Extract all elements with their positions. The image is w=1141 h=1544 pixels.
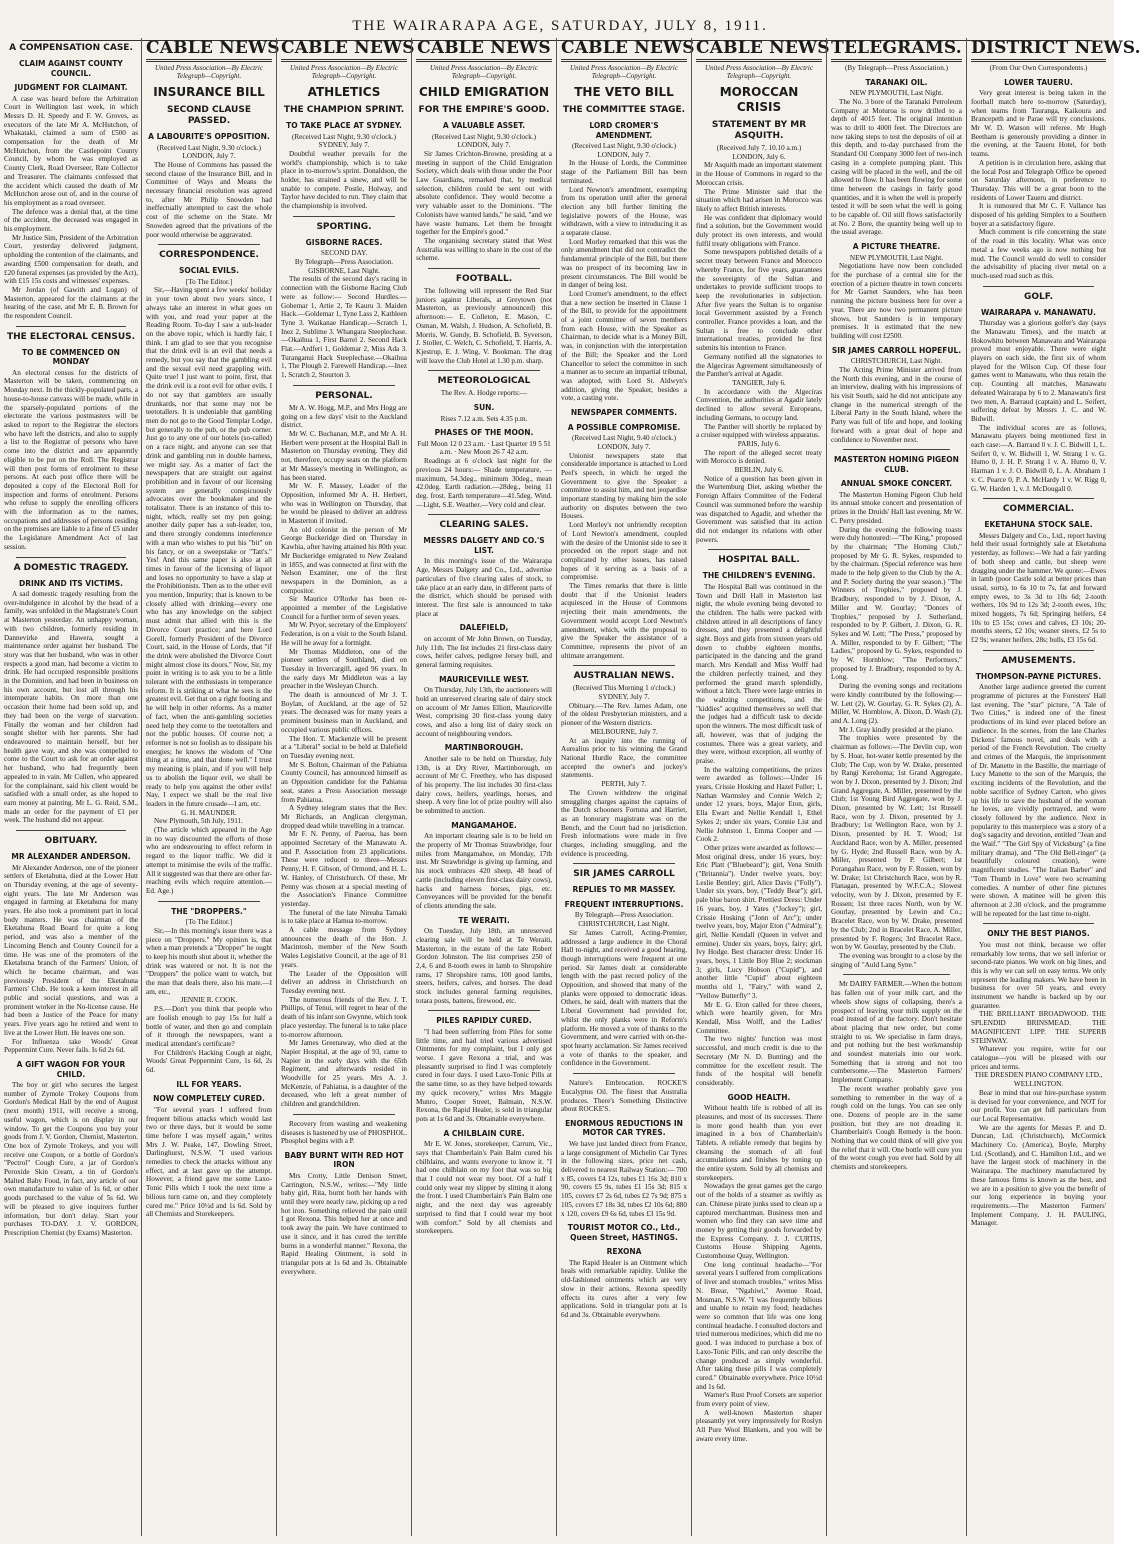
paragraph: A petition is in circulation here, asking that the local Post and Telegraph Office be opened on Saturday afternoon, in preference to Thursday. This will be a great boon to the residents of Lower Taueru and district. (971, 158, 1106, 202)
paragraph: on account of Mr John Brown, on Tuesday, July 11th. The list includes 21 first-class dairy cows, heifer calves, pedigree Jersey bull, and general farming requisites. (416, 634, 552, 669)
subheading: PHASES OF THE MOON. (434, 428, 534, 438)
paragraph: "For several years I suffered from frequent bilious attacks which would last two or three days, but it would be some time before I was myself again," writes Mrs J. W. Peake, 147, Dowling Street, Darlinghurst, N.S.W. "I used various remedies to check the attacks without any effect, and at last gave up the attempt. However, a friend gave me some Laxo-Tonic Pills which I took the next time a bilious turn came on, and they completely cured me." Price 10½d and 1s 6d. Sold by all Chemists and Storekeepers. (146, 1105, 272, 1219)
dateline: (Received July 7, 10.10 a.m.) (716, 144, 802, 152)
dateline: The Rev. A. Hodge reports:— (440, 389, 528, 398)
headline: GOLF. (1023, 291, 1054, 302)
subheading: THE "DROPPERS." (171, 906, 247, 916)
banner-rule (696, 59, 822, 62)
dateline: Full Moon 12 0 23 a.m. · Last Quarter 19 5 51 a.m. · New Moon 26 7 42 a.m. (417, 439, 551, 457)
paragraph: The funeral of the late Nireaha Tamaki is to take place at Hamua to-morrow. (281, 908, 407, 926)
dateline: [To The Editor.] (185, 918, 233, 927)
credit-line: United Press Association—By Electric Telegraph—Copyright. (155, 64, 263, 80)
dateline: G. H. MAUNDER. (181, 808, 237, 817)
paragraph: Mr Jordan (of Gawith and Logan) of Masterton, appeared for the claimants at the hearing of the case, and Mr E. B. Brown for the respondent Council. (4, 285, 138, 321)
dateline: (Received Last Night, 9.30 o'clock.) (571, 142, 677, 150)
dateline: PARIS, July 6. (737, 439, 781, 448)
paragraph: P.S.—Don't you think that people who are foolish enough to pay 15s for half a bottle of water, and then go and complain of it through the newspapers, want a medical attendant's certificate? (146, 1005, 272, 1048)
paragraph: During the evening the following toasts were duly honoured:—"The King," proposed by the chairman; "The Homing Club," proposed by Mr G. R. Sykes, responded to by the chairman. (Special reference was here made to the help given to the Club by the A. and P. Society during the year season.) "The Winners of Trophies," proposed by J. Bradbury, responded to by J. Dixon, A. Miller and W. Gourlay; "Donors of Trophies," proposed by J. Sutherland, responded to by P. Gilbert, J. Dixon, G. R. Sykes and W. Lett; "The Press," proposed by A. Miller, responded to by F. Gilbert; "The Ladies," proposed by G. Sykes, responded to by W. Hornblow; "The Performers," proposed by J. Bradbury, responded to by A. Long. (831, 525, 962, 682)
paragraph: The numerous friends of the Rev. J. T. Phillips, of Tenui, will regret to hear of the death of his infant son Gwynne, which took place yesterday. The funeral is to take place to-morrow afternoon. (281, 995, 407, 1039)
headline: THE CHAMPION SPRINT. (283, 105, 405, 115)
subheading: LORD CROMER'S AMENDMENT. (589, 121, 659, 140)
headline: THE ELECTORAL CENSUS. (6, 331, 136, 342)
column-3 (281, 38, 415, 1536)
paragraph: A well-known Masterton shaper pleasantly yet very impressively for Roslyn All Pure Wool Blankets, and you will be aware every time. (696, 1408, 822, 1443)
subheading: BABY BURNT WITH RED HOT IRON (284, 1150, 404, 1170)
paragraph: Mr DAIRY FARMER.—When the bottom has fallen out of your milk cart, and the wheels show signs of collapsing, there's a prospect of leaving your milk supply on the road instead of at the factory. Don't hesitate about placing that new order, but come straight to us. We specialise in farm drays, and put nothing but the best workmanship and soundest materials into our work. Something that is strong and not too cumbersome.—The Masterton Farmers' Implement Company. (831, 980, 962, 1085)
paragraph: Mr S. Bolton, Chairman of the Pahiatua County Council, has announced himself as an Opposition candidate for the Pahiatua seat, states a Press Association message from Pahiatua. (281, 760, 407, 804)
paragraph: New Plymouth, 5th July, 1911. (154, 817, 243, 826)
column-divider (141, 38, 142, 1536)
dateline: SYDNEY, July 7. (318, 141, 370, 150)
subheading: LOWER TAUERU. (1004, 77, 1073, 87)
dateline: PERTH, July 7. (601, 780, 647, 789)
paragraph: The Rapid Healer is an Ointment which heals with remarkable rapidity. Unlike the old-fashioned ointments which are very slow in their actions, Rexona speedily effects its cures after a very few applications. Sold in triangular pots at 1s 6d and 3s. Obtainable everywhere. (561, 1258, 687, 1319)
paragraph: Negotiations have now been concluded for the purchase of a central site for the erection of a picture theatre in town concerts for Mr Garnet Saunders, who has been running the picture business here for over a year. There are now two permanent picture shows, but Saunders is in temporary premises. It is estimated that the new building will cost £2500. (831, 262, 962, 340)
credit-line: United Press Association—By Electric Telegraph—Copyright. (290, 64, 398, 80)
paragraph: Messrs Dalgety and Co., Ltd., report having held their usual fortnightly sale at Eketahuna yesterday, as follows:—We had a fair yarding of both sheep and cattle, but sheep were dragging under the hammer. We quote:—Ewes in lamb (poor Castle sold at better prices than usual, sorts), to 6s 10 to 7s, fat and forward empty ewes, to 3s 3d to 10s 6d; 2-tooth wethers, 10s 9d to 12s 3d; 2-tooth ewes, 10s; mixed hoggets, 7s 6d; Springing heifers, £4 10s to £5 15s; cows and calves, £3 10s; 20-months steers, £2 10s; weaner steers, £2 5s to £2 9s; weaner heifers, 28s; bulls, £3 15s 6d. (971, 531, 1106, 645)
headline: MOROCCAN CRISIS (719, 85, 799, 114)
paragraph: For Influenza take Woods' Great Peppermint Cure. Never fails. Is 6d 2s 6d. (4, 1037, 138, 1055)
paragraph: Warner's Rust Proof Corsets are superior from every point of view. (696, 1391, 822, 1409)
paragraph: The Prime Minister said that the situation which had arisen in Morocco was likely to affect British interests. (696, 187, 822, 213)
dateline: TANGIER, July 6. (732, 378, 786, 387)
dateline: (Received Last Night, 9.40 o'clock.) (571, 434, 677, 443)
subheading: TO BE COMMENCED ON MONDAY (22, 347, 120, 367)
subheading: A POSSIBLE COMPROMISE. (567, 422, 681, 432)
headline: HOSPITAL BALL. (718, 555, 800, 566)
headline: AMUSEMENTS. (1001, 655, 1076, 666)
section-rule (158, 244, 260, 245)
section-rule (983, 498, 1094, 499)
paragraph: Mr E. W. Jones, storekeeper, Carrum, Vic., says that Chamberlain's Pain Balm cured his chilblains, and wants everyone to know it. "I had one chilblain on my foot that was so big that I could not wear my boot. Of a half I could only wear my slipper by slitting it along the front. I used Chamberlain's Pain Balm one night, and the next day was agreeably surprised to find that I could wear my boot with comfort." Sold by all chemists and storekeepers. (416, 1140, 552, 1236)
section-rule (16, 326, 126, 327)
subheading: SOCIAL EVILS. (178, 266, 239, 276)
section-rule (428, 370, 540, 371)
paragraph: Lord Morley's not unfriendly reception of Lord Newton's amendment, coupled with the desire of the Unionist side to see it proceeded on the report stage and not complicated by other issues, has raised hopes of it serving as a basis of a compromise. (561, 521, 687, 582)
subheading: ILL FOR YEARS. (176, 1079, 242, 1089)
column-divider (556, 38, 557, 1536)
subheading: ONLY THE BEST PIANOS. (987, 929, 1090, 939)
banner-rule (146, 59, 272, 62)
paragraph: He was confident that diplomacy would find a solution, but the Government would duly protect its own interests, and would fulfil treaty obligations with France. (696, 213, 822, 248)
dateline: SYDNEY, July 7. (598, 693, 650, 702)
paragraph: Sir Maurice O'Rorke has been re-appointed a member of the Legislative Council for a further term of seven years. (281, 595, 407, 621)
column-5 (561, 38, 695, 1536)
column-divider (691, 38, 692, 1536)
subheading: DRINK AND ITS VICTIMS. (18, 578, 124, 588)
section-rule (573, 665, 675, 666)
subheading: TO TAKE PLACE AT SYDNEY. (286, 121, 402, 130)
headline: CORRESPONDENCE. (159, 250, 259, 261)
paragraph: During the evening songs and recitations were kindly contributed by the following:—W. Lett (2), W. Gourlay, G. R. Sykes (2), A. Miller, W. Hornblow, A. Dixon, D. Wash (2), and A. Long (2). (831, 682, 962, 725)
paragraph: Bear in mind that our hire-purchase system is devised for your convenience, and NOT for our profit. You can get full particulars from our Local Representative. (971, 1088, 1106, 1123)
paragraph: A cable message from Sydney announces the death of the Hon. J. Macintosh, member of the New South Wales Legislative Council, at the age of 81 years. (281, 926, 407, 969)
section-rule (293, 1114, 395, 1115)
paragraph: Another sale to be held on Thursday, July 13th, is at Dry River, Martinborough, on account of Mr C. Freethey, who has disposed of his property. The list includes 30 first-class dairy cows, heifers, yearlings, horses, and sheep. A very fine lot of prize poultry will also be submitted to auction. (416, 754, 552, 816)
paragraph: Recovery from wasting and weakening diseases is hastened by use of PHOSPHOL. Phosphol begins with a P. (281, 1119, 407, 1146)
paragraph: The trophies were presented by the chairman as follows:—The Devlin cup, won by S. Hoar, hot-water kettle presented by the Club; The Cup, won by W. Drake, presented by Rangi Kerehoma; 1st Grand Aggregate, won by J. Dixon, presented by J. Dixon; 2nd Grand Aggregate, A. Miller, presented by the Club; 1st Young Bird Aggregate, won by J. Dixon, presented by W. Lett; 1st Russell Race, won by J. Dixon, presented by J. Bradbury; 1st Wellington Race, won by J. Dixon, presented by H. T. Wood; 1st Auckland Race, won by A. Miller, presented by G. Hyde; 2nd Russell Race, won by A. Miller, presented by P. Gilbert; 1st Porangahau Race, won by F. Rossen, won by W. Drake; 1st Christchurch Race, won by R. Flanagan, presented by W.F.C.A.; Slowest velocity, won by J. Dixon, presented by F. Rossen; 1st three races North, won by W. Gourlay, presented by Lewin and Co.; Bracelet Race, won by W. Drake, presented by the Club; 2nd in Bracelet Race, A. Miller, presented by F. Rogers; 3rd Bracelet Race, won by W. Gourlay, presented by the Club. (831, 734, 962, 952)
dateline: LONDON, July 6. (732, 152, 786, 161)
section-rule (983, 286, 1094, 287)
headline: FOR THE EMPIRE'S GOOD. (418, 105, 550, 115)
headline: INSURANCE BILL (153, 85, 265, 99)
dateline: (Received Last Night, 9.30 o'clock.) (291, 132, 397, 141)
headline: SPORTING. (316, 221, 372, 232)
paragraph: Mr A. W. Hogg, M.P., and Mrs Hogg are going on a few days' visit to the Auckland district. (281, 403, 407, 430)
section-rule (16, 557, 126, 558)
dateline: (Received Last Night, 9.30 o'clock.) (156, 143, 262, 152)
paragraph: Mr James Greenaway, who died at the Napier Hospital, at the age of 93, came to Napier in the early days with the 65th Regiment, and afterwards resided in Woodville for 25 years. Mrs A. J. McKenzie, of Pahiatua, is a daughter of the deceased, who left a great number of children and grandchildren. (281, 1039, 407, 1109)
dateline: JENNIE R. COOK. (180, 996, 238, 1005)
subheading: THOMPSON-PAYNE PICTURES. (975, 671, 1102, 681)
subheading: NOW COMPLETELY CURED. (153, 1094, 265, 1104)
paragraph: The organising secretary stated that West Australia was willing to share in the cost of the scheme. (416, 236, 552, 263)
paragraph: Another large audience greeted the current programme of pictures at the Foresters' Hall last evening. The "star" picture, "A Tale of Two Cities," is indeed one of the finest productions of its kind ever placed before an audience. In the scenes, from the late Charles Dickens' famous novel, and deals with a period of the French Revolution. The cruelty and crimes of the Marquis, the imprisonment of Dr. Manette in the Bastille, the marriage of Lucy Manette to the son of the Marquis, the exciting incidents of the Revolution, and the noble sacrifice of Sydney Carton, who gives up his life to save the husband of the woman he loves, are vividly portrayed, and were closely followed by the audience. Next in popularity to this masterpiece was a story of a dog's sagacity and devotion, entitled "Jean and the Waif." "The Girl Spy of Vicksburg" (a fine military drama), and "The Old Bell-ringer" (a beautifully coloured creation), were magnificent studies. "The Italian Barber" and "Tom Thumb in Love" were two screaming comedies. A number of other fine pictures were shown. A matinee will be given this afternoon at 2.30 o'clock, and the programme will be repeated for the last time to-night. (971, 683, 1106, 918)
headline: ATHLETICS (307, 85, 381, 99)
headline: METEOROLOGICAL (437, 376, 531, 387)
subheading: A GIFT WAGON FOR YOUR CHILD. (16, 1060, 126, 1079)
banner-rule (281, 59, 407, 62)
section-rule (158, 901, 260, 902)
dateline: (From Our Own Correspondents.) (989, 64, 1088, 72)
paragraph: The House of Commons has passed the second clause of the Insurance Bill, and in Committee of Ways and Means the necessary financial resolution was agreed to, after Mr Philip Snowden had ineffectually attempted to cast the whole cost of the scheme on the State. Mr Snowden agreed that the privations of the poor would otherwise be aggravated. (146, 160, 272, 239)
paragraph: Lord Morley remarked that this was the only amendment that did not contradict the fundamental principle of the Bill, but there was no prospect of its becoming law in present circumstances. The Bill would be in danger of being lost. (561, 237, 687, 290)
subheading: ENORMOUS REDUCTIONS IN MOTOR CAR TYRES. (565, 1118, 683, 1138)
paragraph: Readings at 6 o'clock last night for the previous 24 hours:— Shade temperature, — maximum, 54.3deg., minimum 30deg., mean 42.0deg. Earth radiation.—28deg., being 11 deg. frost. Earth temperature—41.5deg. Wind.—Light, S.E. Weather.—Very cold and clear. (416, 457, 552, 509)
headline: CHILD EMIGRATION (418, 85, 550, 99)
banner-rule (831, 59, 962, 62)
paragraph: At an inquiry into the running of Aurealius prior to his winning the Grand National Hurdle Race, the committee accepted the owner's and jockey's statements. (561, 736, 687, 780)
paragraph: Obituary.—The Rev. James Adam, one of the oldest Presbyterian ministers, and a pioneer of the Western districts. (561, 701, 687, 728)
credit-line: United Press Association—By Electric Telegraph—Copyright. (705, 64, 813, 80)
subheading: TE WERAITI. (458, 915, 510, 925)
headline: A DOMESTIC TRAGEDY. (13, 562, 129, 573)
section-rule (293, 216, 395, 217)
section-rule (843, 974, 950, 975)
paragraph: The Hon. T. Mackenzie will be present at a "Liberal" social to be held at Dalefield on Tuesday evening next. (281, 734, 407, 760)
dateline: CHRISTCHURCH, Last Night. (578, 920, 670, 929)
dateline: THE DRESDEN PIANO COMPANY LTD., WELLINGTON. (974, 1071, 1103, 1089)
subheading: MAURICEVILLE WEST. (439, 674, 529, 684)
paragraph: The following will represent the Red Star juniors against Liberals, at Greytown (not Masterton, as previously announced) this afternoon:— E. Colleton, E. Mason, C. Osman, M. Walsh, J. Hudson, A. Schofield, B. Morris, W. Gundy, B. Schofield, B. Syverson, J. Stoller, C. Welch, C. Schofield, T. Harris, A. Kjestrup, E. J. Wing, V. Bookman. The drag will leave the Club Hotel at 1.30 p.m. sharp. (416, 287, 552, 365)
paragraph: THE BRILLIANT BROADWOOD. THE SPLENDID BRINSMEAD. THE MAGNIFICENT LIPP. THE SUPERB STEINWAY. (971, 1010, 1106, 1045)
paragraph: A sad domestic tragedy resulting from the over-indulgence in alcohol by the head of a family, was unfolded in the Magistrate's Court at Masterton yesterday. An unhappy woman, with two children, formerly residing in Dannevirke and Hawera, sought a maintenance order against her husband. The story was that her husband, who was in other respects a good man, had become a victim to drink. He had occupied responsible positions in the Dominion, and had been in business on his own account, but lost all through his intemperate habits. On more than one occasion their home had been sold up, and they had been on the verge of starvation. Finally the woman and her children had sought shelter with her parents. She had endeavoured to maintain herself, but her health gave way, and she was compelled to come to the Court to ask for an order against her husband, who had frequently been appealed to in vain. Mr Cullen, who appeared for the complainant, said his client would be satisfied with a small order, as she hoped to earn money at painting. Mr L. G. Reid, S.M., made an order for the payment of £1 per week. The husband did not appear. (4, 590, 138, 825)
section-rule (843, 449, 950, 450)
dateline: LONDON, July 7. (597, 442, 651, 451)
dateline: LONDON, July 7. (597, 150, 651, 159)
paragraph: We have just landed direct from France, a large consignment of Michelin Car Tyres in the following sizes, price net cash, delivered to nearest Railway Station:— 700 x 85, covers £4 12s, tubes £1 16s 3d; 810 x 90, covers £5 9s, tubes £1 15s 3d; 815 x 105, covers £7 2s 6d, tubes £2 7s 9d; 875 x 105, covers £7 18s 3d, tubes £2 10s 6d; 880 x 120, covers £9 6s 6d, tubes £3 15s 9d. (561, 1139, 687, 1218)
subheading: REXONA (606, 1247, 642, 1257)
dateline: By Telegraph—Press Association. (574, 911, 674, 920)
subheading: A PICTURE THEATRE. (852, 242, 941, 252)
paragraph: An electoral census for the districts of Masterton will be taken, commencing on Monday next. In the thickly-populated parts, a house-to-house canvass will be made, while in the sparsely-populated portions of the electorate the various postmasters will be asked to report to the Registrar the electors who have left the districts, and also to supply a list to the Registrar of persons who have come into the district and are apparently eligible to be put on the Roll. The Registrar will then post forms of enrolment to these persons. At each post office there will be deposited a copy of the Electoral Roll for inspection and forms of enrolment. Persons who refuse to supply the enrolling officers with the information as to the names, occupations and addresses of persons residing on the premises are liable to a fine of £5 under the Legislature Amendment Act of last session. (4, 368, 138, 551)
paragraph: Mrs Crotty, Little Denison Street, Carrington, N.S.W., writes:—"My little baby girl, Rita, burnt both her hands with until they were nearly raw, picking up a red hot iron. Something relieved the pain until I got Rexona. This helped her at once and took away the pain. We have continued to use it since, and it has cured the terrible burns in a wonderful manner." Rexona, the Rapid Healing Ointment, is sold in triangular pots at 1s 6d and 3s. Obtainable everywhere. (281, 1171, 407, 1276)
section-rule (708, 549, 810, 550)
paragraph: It is rumoured that Mr C. F. Vallance has disposed of his gelding Simplex to a Southern buyer at a satisfactory figure. (971, 202, 1106, 228)
dateline: GISBORNE, Last Night. (308, 266, 380, 275)
paragraph: The Masterton Homing Pigeon Club held its annual smoke concert and presentation of prizes in the Druids' Hall last evening. Mr W. C. Perry presided. (831, 490, 962, 525)
paragraph: Mr W. C. Buchanan, M.P., and Mr A. H. Herbert were present at the Hospital Ball in Masterton on Thursday evening. They did not, therefore, occupy seats on the platform at Mr Massey's meeting in Wellington, as has been stated. (281, 429, 407, 482)
subheading: ANNUAL SMOKE CONCERT. (840, 479, 953, 489)
paragraph: Much comment is rife concerning the state of the road in this locality. What was once metal a few weeks ago is now nothing but mud. The Council would do well to consider the advisability of placing river metal on a much-used road such as this. (971, 228, 1106, 280)
column-1 (4, 38, 138, 1536)
column-divider (411, 38, 412, 1536)
dateline: (By Telegraph—Press Association.) (845, 64, 948, 72)
paragraph: Sir James Carroll, Acting-Premier, addressed a large audience in the Choral Hall to-night, and received a good hearing, though interruptions were frequent at one period. Sir James dealt at considerable length with the past record policy of the Opposition, and showed that many of the planks were opposed to democratic ideas. Others, he said, dealt with matters that the Liberal Government had provided for, whilst the only planks were in Reform's platform. He moved a vote of thanks to the Government, and were carried with on-the-spot hearty acclamation. Sir James received a vote of thanks to the speaker, and confidence in the Government. (561, 928, 687, 1068)
credit-line: United Press Association—By Electric Telegraph—Copyright. (570, 64, 678, 80)
paragraph: For Children's Hacking Cough at night, Woods' Great Peppermint Cure, 1s 6d, 2s 6d. (146, 1048, 272, 1075)
banner-rule (561, 59, 687, 62)
paragraph: Some newspapers published details of a secret treaty between France and Morocco whereby France, for five years, guarantees the sovereignty of the Sultan and undertakes to provide sufficient troops to keep the revolutionaries in subjection. After five years the Sultan is to organise local Government assisted by a French controller. France provides a loan, and the Sultan is free to conclude other international treaties, provided he first submits his intention to France. (696, 248, 822, 353)
paragraph: The Times remarks that there is little doubt that if the Unionist leaders acquiesced in the House of Commons rejecting their main amendments, the Government would accept Lord Newton's amendment, which, with the proposal to give the Speaker the assistance of a Committee, represents the pivot of an ultimate arrangement. (561, 582, 687, 660)
dateline: SECOND DAY. (320, 249, 368, 258)
section-rule (16, 830, 126, 831)
column-divider (276, 38, 277, 1536)
paragraph: Nature's Embrocation. ROCKE'S Eucalyptus Oil. The finest that Australia produces. There's Something Distinctive about ROCKE'S. (561, 1079, 687, 1114)
subheading: JUDGMENT FOR CLAIMANT. (14, 83, 128, 92)
paragraph: We are the agents for Messrs P. and D. Duncan, Ltd. (Christchurch), McCormick Machinery Co. (America), Boyle, Murphy Ltd. (Scotland), and C. Hamilton Ltd., and we have the largest stock of machinery in the Wairarapa. The machinery manufactured by these famous firms is known as the best, and we are in a position to give you the benefit of our long experience in buying your requirements.—The Masterton Farmers' Implement Company, J. H. PAULING, Manager. (971, 1123, 1106, 1228)
column-banner: CABLE NEWS (417, 38, 551, 58)
paragraph: Very great interest is being taken in the football match here to-morrow (Saturday), when teams from Tauranga, Kaikoura and Brancepeth and te Parae will try conclusions. Mr W. D. Watson will referee. Mr Hugh Beetham is generously providing a dinner in the evening, at the Taueru Hotel, for both teams. (971, 89, 1106, 159)
paragraph: Mr J. Gray kindly presided at the piano. (839, 725, 954, 734)
paragraph: Mr Thomas Middleton, one of the pioneer settlers of Southland, died on Tuesday in Invercargill, aged 96 years. In the early days Mr Middleton was a lay preacher in the Wesleyan Church. (281, 647, 407, 691)
headline: STATEMENT BY MR ASQUITH. (711, 120, 807, 141)
headline: COMMERCIAL. (1002, 504, 1075, 515)
column-divider (966, 38, 967, 1536)
subheading: CLAIM AGAINST COUNTY COUNCIL. (19, 59, 123, 78)
dateline: MELBOURNE, July 7. (590, 727, 658, 736)
paragraph: Lord Newton's amendment, exempting from its operation until after the general election any bill further limiting the legislative powers of the House, was withdrawn, with a view to introducing it as a separate clause. (561, 185, 687, 238)
headline: OBITUARY. (44, 836, 98, 847)
paragraph: Notice of a question has been given in the Wurtemburg Diet, asking whether the Foreign Affairs Committee of the Federal Council was summoned before the warship was dispatched to Agadir, and whether the Government was satisfied that its action did not endanger its relations with other powers. (696, 474, 822, 544)
paragraph: In the House of Lords, the Committee stage of the Parliament Bill has been terminated. (561, 159, 687, 185)
paragraph: The No. 3 bore of the Taranaki Petroleum Company at Moturoa is now drilled to a depth of 4015 feet. The original intention was to drill to 4000 feet. The Directors are now taking steps to test the deposits of oil at this depth, and to-day purchased from the Standard Oil Company 3000 feet of two-inch casing in a complete pumping plant. This casing will be placed in the well, and the oil allowed to flow. It has been flowing for some time between the casings in fairly good quantities, and it is when the well is properly tested it will be seen what the well is going to be capable of. Oil still flows satisfactorily at No. 2 Bore, the quantity being well up to the usual average. (831, 97, 962, 237)
paragraph: The defence was a denial that, at the time of the accident, the deceased was engaged in his employment. (4, 207, 138, 234)
subheading: NEWSPAPER COMMENTS. (570, 408, 678, 418)
paragraph: Mr F. N. Penny, of Paeroa, has been appointed Secretary of the Manawatu A. and P. Association from 23 applications. These were reduced to three—Messrs Penny, H. F. Gibson, of Ormond, and H. L. W. Hanley, of Christchurch. Of these, Mr Penny was chosen at a special meeting of the Association's Finance Committee yesterday. (281, 830, 407, 908)
paragraph: Mr E. G. Eton called for three cheers, which were heartily given, for Mrs Kendall, Miss Wolff, and the Ladies' Committee. (696, 1000, 822, 1035)
paragraph: The Leader of the Opposition will deliver an address in Christchurch on Tuesday evening next. (281, 969, 407, 995)
paragraph: In this morning's issue of the Wairarapa Age, Messrs Dalgety and Co., Ltd., advertise particulars of five clearing sales of stock, to take place at an early date, in different parts of the district, which should be perused with interest. The first sale is announced to take place at (416, 557, 552, 618)
paragraph: In accordance with the Algeciras Convention, the authorities at Agadir lately declined to allow several Europeans, including Germans, to occupy land. (696, 387, 822, 422)
paragraph: The individual scores are as follows, Manawatu players being mentioned first in each case:—A. Barraud 0 v. J. C. Bidwill 1, L. Seifert 0, v. W. Bidwill 1, W. Strang 1 v. G. Humo 0, J. H. P. Strang 1 v. A. Humo 0, V. Harman 1 v. J. O. Bidwill 0, L. A. Abraham 1 v. C. Pearce 0, P. A. McHardy 1 v. W. Rigg 0, G. W. Harden 1, v. J. McDougall 0. (971, 423, 1106, 493)
column-4 (416, 38, 552, 1536)
paragraph: Without health life is robbed of all its pleasures, and most of its successes. There is more good health than you ever imagined in a box of Chamberlain's Tablets. A reliable remedy that begins by cleansing the stomach of all foul accumulations and finishes by toning up the entire system. Sold by all chemists and storekeepers. (696, 1104, 822, 1182)
subheading: A LABOURITE'S OPPOSITION. (148, 132, 270, 141)
headline: FOOTBALL. (455, 274, 513, 285)
dateline: (Received This Morning 1 o'clock.) (572, 684, 676, 693)
column-6 (696, 38, 830, 1536)
column-banner: CABLE NEWS (696, 38, 830, 58)
paragraph: One long continual headache—"For several years I suffered from complications of liver and stomach troubles," writes Miss N. Brear, "Ngahiwi," Avenue Road, Mosman, N.S.W. "I was frequently bilious and unable to retain my food; headaches were so common that life was one long continual headache. I consulted doctors and tried numerous medicines, which did me no good. I was induced to purchase a box of Laxo-Tonic Pills, and can only describe the change produced as simply wonderful. After taking these pills I was completely cured." Obtainable everywhere. Price 10½d and 1s 6d. (696, 1260, 822, 1391)
column-8 (971, 38, 1141, 1536)
paragraph: Mr Justice Sim, President of the Arbitration Court, yesterday delivered judgment, upholding the contention of the claimants, and awarding £500 compensation for death, and £20 funeral expenses (as provided by the Act), with £15 15s costs and witnesses' expenses. (4, 233, 138, 286)
paragraph: Lord Cromer's amendment, to the effect that a new section be inserted in Clause 1 of the Bill, to provide for the appointment of a joint committee of seven members from each House, with the Speaker as Chairman, to decide what is a Money Bill, was, in conjunction with the interpretation of the Bill; the Speaker and the Lord Chancellor to select the committee in such a manner as to secure an impartial tribunal, was adopted, with Lord St. Aldwyn's addition, giving the Speaker, besides a vote, a casting vote. (561, 289, 687, 403)
paragraph: A Sydney telegram states that the Rev. Mr Richards, an Anglican clergyman, dropped dead while travelling in a tramcar. (281, 804, 407, 830)
paragraph: (The article which appeared in the Age in no way discounted the efforts of those who are endeavouring to effect reform in regard to the liquor traffic. We did it attempt to minimise the evils of the traffic. All it suggested was that there are other far-reaching evils which require attention.—Ed. Age.) (146, 826, 272, 895)
paragraph: Mr Alexander Anderson, one of the pioneer settlers of Eketahuna, died at the Lower Hutt on Thursday evening, at the age of seventy-eight years. The late Mr Anderson was engaged in farming at Eketahuna for many years. He also took a prominent part in local body matters. He was chairman of the Eketahuna Road Board for quite a long period, and was also a member of the Lincoming Bench and County Council for a time. He was one of the promoters of the Eketahuna branch of the Farmers' Union, of which he became chairman, and was previously President of the Eketahuna Farmers' Club. He took a keen interest in all public and social questions, and was a prominent worker in the No-license cause. He had been a Justice of the Peace for many years. Five years ago he retired and went to live at the Lower Hutt. He leaves one son. (4, 863, 138, 1037)
subheading: SUN. (473, 403, 495, 413)
subheading: TARANAKI OIL. (865, 77, 928, 87)
subheading: MESSRS DALGETY AND CO.'S LIST. (423, 536, 545, 555)
subheading: MR ALEXANDER ANDERSON. (11, 852, 131, 862)
subheading: A VALUABLE ASSET. (442, 121, 526, 130)
dateline: (Received Last Night, 9.30 o'clock.) (431, 132, 537, 141)
newspaper-title: THE WAIRARAPA AGE, SATURDAY, JULY 8, 1911. (352, 18, 768, 34)
subheading: MASTERTON HOMING PIGEON CLUB. (834, 455, 959, 474)
column-2 (146, 38, 280, 1536)
paragraph: Thursday was a glorious golfer's day (says the Manawatu Times), and the match at Hokowhitu between Manawatu and Wairarapa proved most enjoyable. There were eight players on each side, the first six of whom played for the Wilson Cup. Of these four games went to Manawatu, who thus retain the cup. Counting all matches, Manawatu defeated Wairarapa by 6 to 2. Manawatu's first two men, A. Barraud (captain) and L. Seifert, suffering defeat by Messrs J. C. and W. Bidwill. (971, 319, 1106, 423)
paragraph: Doubtful weather prevails for the world's championship, which is to take place in to-morrow's sprint. Donaldson, the holder, has strained a sinew, and will be unable to compete. Postle, Holway, and Taylor have decided to run. They claim that the championship is involved. (281, 149, 407, 211)
paragraph: Mr W. Pryor, secretary of the Employers' Federation, is on a visit to the South Island. He will be away for a fortnight. (281, 621, 407, 647)
headline: PERSONAL. (315, 390, 373, 401)
paragraph: The boy or girl who secures the largest number of Zymole Trokey Coupons from Gordon's Medical Hall by the end of August (next month) 1911, will receive a strong, useful wagon, which is on display in our window. To get the Coupons you buy your goods from J. V. Gordon, Chemist, Masterton. One box of Zymole Trokeys, and you will receive one Coupon, or a bottle of Gordon's "Pectrol" Cough Cure, a jar of Gordon's Peroxide Skin Cream, a tin of Gordon's Malted Baby Food, in fact, any article of our own manufacture to value of 1s 6d, or other goods purchased to the value of 5s 6d. We will be pleased to give inquirers further information, but don't delay. Start your purchases TO-DAY. J. V. GORDON, Prescription Chemist (by Exams) Masterton. (4, 1081, 138, 1237)
dateline: By Telegraph—Press Association. (294, 258, 394, 267)
dateline: [To The Editor.] (185, 277, 233, 286)
paragraph: Germany notified all the signatories to the Algeciras Agreement simultaneously of the Panther's arrival at Agadir. (696, 352, 822, 379)
paragraph: The death is announced of Mr J. T. Boylan, of Auckland, at the age of 52 years. The deceased was for many years a prominent business man in Auckland, and occupied various public offices. (281, 691, 407, 734)
dateline: LONDON, July 7. (457, 141, 511, 150)
dateline: CHRISTCHURCH, Last Night. (850, 357, 943, 366)
headline: SECOND CLAUSE PASSED. (167, 105, 251, 126)
headline: THE COMMITTEE STAGE. (562, 105, 686, 115)
section-rule (983, 923, 1094, 924)
column-divider (826, 38, 827, 1536)
paragraph: Unionist newspapers state that considerable importance is attached to Lord Peel's speech, in which he urged the Government to give the Speaker a committee to assist him, and not jeopardise important standing by making him the sole authority on disputes between the two Houses. (561, 451, 687, 521)
headline: AUSTRALIAN NEWS. (573, 671, 675, 682)
subheading: PILES RAPIDLY CURED. (436, 1016, 532, 1026)
column-banner: CABLE NEWS (561, 38, 695, 58)
subheading: MARTINBOROUGH. (444, 743, 524, 753)
paragraph: The report of the alleged secret treaty with Morocco is denied. (696, 448, 822, 466)
section-rule (573, 863, 675, 864)
paragraph: The evening was brought to a close by the singing of "Auld Lang Syne." (831, 951, 962, 969)
column-banner: TELEGRAMS. (831, 38, 962, 58)
banner-rule (971, 59, 1106, 62)
subheading: MANGAMAHOE. (451, 820, 517, 830)
paragraph: Sir James Crichton-Browne, presiding at a meeting in support of the Child Emigration Society, which deals with those under the Poor Law Guardians, remarked that, by medical selection, children could be sent out with absolute confidence. They would become a very valuable asset to the Dominions. "The Colonists have wanted lands," he said, "and we have waste humans. Let them be brought together for the Empire's good." (416, 149, 552, 237)
headline: CLEARING SALES. (439, 520, 529, 531)
section-rule (573, 1073, 675, 1074)
dateline: BERLIN, July 6. (734, 466, 784, 475)
paragraph: The Hospital Ball was continued in the Town and Drill Hall in Masterton last night, the whole evening being devoted to the children. The halls were packed with children attired in all descriptions of fancy dresses, and they presented a delightful sight. Boys and girls from sixteen years old down to chubby eighteen months, participated in the dancing and the grand march. Mrs Kendall and Miss Wolff had the children perfectly trained, and they performed the grand march splendidly, without a hitch. There were large entries in the waltzing competitions, and the "kiddies" acquitted themselves so well that the judges had a difficult task to decide upon the winners. The most difficult task of all, however, was that of judging the costumes. There was a great variety, and they were, without exception, all worthy of praise. (696, 582, 822, 765)
subheading: DALEFIELD, (459, 623, 509, 633)
subheading: TOURIST MOTOR CO., Ltd., Queen Street, HASTINGS. (567, 1223, 681, 1242)
section-rule (428, 1010, 540, 1011)
subheading: A CHILBLAIN CURE. (443, 1128, 525, 1138)
headline: A COMPENSATION CASE. (9, 43, 133, 53)
paragraph: You must not think, because we offer remarkably low terms, that we sell inferior or second-rate pianos. We work on big lines, and this is why we can sell on easy terms. We only represent the leading makers. We have been in business for over 50 years, and every instrument we handle is backed up by our guarantee. (971, 940, 1106, 1010)
paragraph: An important clearing sale is to be held on the property of Mr Thomas Strawbridge, four miles from Mangamahoe, on Monday, 17th inst. Mr Strawbridge is giving up farming, and his stock embraces 420 sheep, 48 head of cattle (including eleven first-class dairy cows), hacks and harness horses, pigs, etc. Conveyances will be provided for the benefit of clients attending the sale. (416, 832, 552, 910)
paragraph: Nowadays the great games get the cargo out of the holds of a steamer as swiftly as can. Chinese pirate junks used to clean up a captured merchantman. Business men and women who find they can save time and money by getting their goods forwarded by the Express Company. J. J. CURTIS, Customs House Shipping Agents, Customhouse Quay, Wellington. (696, 1182, 822, 1261)
credit-line: United Press Association—By Electric Telegraph—Copyright. (430, 64, 538, 80)
paragraph: The Panther will shortly be replaced by a cruiser equipped with wireless apparatus. (696, 422, 822, 440)
dateline: Rises 7.12 a.m. Sets 4.35 p.m. (440, 414, 528, 423)
paragraph: The recent weather probably gave you something to remember in the way of a rough cold on the lungs. You can see only one. Dozens of people are in the same position, but they are not dreading it. Chamberlain's Cough Remedy is the boon. Nothing that we could think of will give you the relief that it will. One bottle will cure you of the worst cough you ever had. Sold by all chemists and storekeepers. (831, 1084, 962, 1172)
subheading: GOOD HEALTH. (727, 1092, 791, 1102)
subheading: FREQUENT INTERRUPTIONS. (564, 899, 684, 909)
headline: THE VETO BILL (574, 85, 674, 99)
section-rule (293, 385, 395, 386)
section-rule (983, 650, 1094, 651)
dateline: NEW PLYMOUTH, Last Night. (849, 89, 944, 98)
section-rule (428, 268, 540, 269)
banner-rule (416, 59, 552, 62)
paragraph: On Thursday, July 13th, the auctioneers will hold an unreserved clearing sale of dairy stock on account of Mr James Elliott, Mauriceville West, comprising 20 first-class young dairy cows, and also a long list of dairy stock on account of neighbouring vendors. (416, 686, 552, 738)
column-7 (831, 38, 962, 1536)
subheading: SIR JAMES CARROLL HOPEFUL. (831, 345, 962, 355)
paragraph: A case was heard before the Arbitration Court in Wellington last week, in which Messrs D. H. Speedy and F. W. Groves, as executors of the late Mr A. McHutchon, of Whakataki, claimed a sum of £500 as compensation for the death of Mr McHutchon, from the Castlepoint County Council, by whom he was employed as County Clerk, Road Overseer, Rate Collector and Treasurer. The claimants confessed that the accident which caused the death of Mr McHutchon arose out of, and in the course of his employment as a road overseer. (4, 94, 138, 207)
paragraph: Other prizes were awarded as follows:—Most original dress, under 16 years, boy: Eric Platt ("Bluebeard"); girl, Vena Smith ("Britannia"). Under twelve years, boy: Leslie Bentley; girl, Alice Davis ("Folly"). Under six years, boy, ("Teddy Bear"); girl, pale blue baron shirt. Prettiest Dress: Under 16 years, boy, J Yates ("Jockey"); girl, Crissie Hosking ("Jonn of Arc"); under twelve years, boy, Major Eton ("Admiral"); girl, Nellie Kendall (Queen in velvet and ermine). Under six years, boys, fairy; girl, Ivy Hodge. Best character dress: Under 16 years, boys, 1 Little Boy Blue 2; stockman 3; girls, Lucy Hobson ("Cupid"), and another little "Cupid" about eighteen months old 1, "Fairy," with wand 2, "Yellow Butterfly" 3. (696, 843, 822, 1000)
dateline: LONDON, July 7. (182, 152, 236, 161)
subheading: REPLIES TO MR MASSEY. (572, 885, 676, 895)
paragraph: "I had been sufferring from Piles for some little time, and had tried various advertised Ointments for my complaint, but I only got worse. I gave Rexona a trial, and was pleasantly surprised to find I was completely cured in four days. I used Laxo-Tonic Pills at the same time, so as they have helped towards my quick recovery," writes Mrs Maggie Munro, Cooper Street, Balmain, N.S.W. Rexona, the Rapid Healer, is sold in triangular pots at 1s 6d and 3s. Obtainable everywhere. (416, 1027, 552, 1123)
paragraph: Whatever you require, write for our catalogue—you will be pleased with our prices and terms. (971, 1045, 1106, 1071)
paragraph: The results of the second day's racing in connection with the Gisborne Racing Club were as follow:— Second Hurdles.—Gobemar 1, Artie 2, Te Kauru 3. Maiden Hack.—Goldemar 1, Tyne Lass 2, Kathleen Tyne 3. Waikanae Handicap.—Scratch 1, Inez 2, Sublime 3. Whangara Steeplechase.—Okaihua 1, First Barrel 2. Second Hack Flat.—Ardferi 1, Goldemar 2, Miss Ada 3. Turanganui Hack Steeplechase.—Okaihua 1, The Plough 2. Farewell Handicap.—Inez 1, Scratch 2, Stourton 3. (281, 275, 407, 380)
paragraph: The Crown withdrew the original smuggling charges against the captains of the Dutch schooners Fortuna and Harriet, as an honorary magistrate was on the Bench, and the Court had no jurisdiction. Fresh informations were made in five charges, including smuggling, and the evidence is proceeding. (561, 788, 687, 858)
column-banner: CABLE NEWS (281, 38, 415, 58)
paragraph: Mr W. F. Massey, Leader of the Opposition, informed Mr A. H. Herbert, who was in Wellington on Thursday, that he would be pleased to deliver an address in Masterton if invited. (281, 482, 407, 526)
column-banner: DISTRICT NEWS. (971, 38, 1141, 58)
headline: SIR JAMES CARROLL (573, 869, 675, 880)
section-rule (428, 514, 540, 515)
paragraph: The Acting Prime Minister arrived from the North this evening, and in the course of an interview, dealing with his impressions of his visit South, said he did not anticipate any change in the numerical strength of the Liberal Party in the South Island, where the Party was full of life and hope, and looking forward with a great deal of hope and confidence to November next. (831, 365, 962, 444)
subheading: THE CHILDREN'S EVENING. (702, 571, 816, 581)
subheading: EKETAHUNA STOCK SALE. (984, 520, 1093, 530)
subheading: WAIRARAPA v. MANAWATU. (981, 307, 1096, 317)
paragraph: Mr Asquith made an important statement in the House of Commons in regard to the Moroccan crisis. (696, 161, 822, 187)
paragraph: The two nights' function was most successful, and much credit is due to the Secretary (Mr N. D. Bunting) and the committee for the excellent result. The funds of the hospital will benefit considerably. (696, 1035, 822, 1087)
dateline: NEW PLYMOUTH, Last Night. (849, 253, 944, 262)
paragraph: On Tuesday, July 18th, an unreserved clearing sale will be held at Te Weraiti, Masterton, in the estate of the late Robert Gordon Johnston. The list comprises 250 of 2,4, 6 and 8-tooth ewes in lamb to Shropshire rams, 17 Shropshire rams, 100 good lambs, steers, heifers, calves, and horses. The dead stock includes general farming requisites, totara posts, battens, firewood, etc. (416, 927, 552, 1005)
column-banner: CABLE NEWS (146, 38, 280, 58)
paragraph: Sir,—In this morning's issue there was a piece on "Droppers." My opinion is, that when a man pretends a "Dropper" he ought to keep his mouth shut about it, whether the drink was watered or not. It is not the "Droppers" the police want to watch, but the man that deals there, also his mate.—I am, etc., (146, 926, 272, 996)
subheading: GISBORNE RACES. (305, 237, 383, 247)
paragraph: In the waltzing competitions, the prizes were awarded as follows:—Under 16 years, Crissie Hosking and Hazel Fuller; 1, Nathan Warmsley and Connie Welch 2; under 12 years, boys, Major Eton, girls, Ella Ewart and Nellie Kendall 1, Ethel Sykes 2; under six years, Connie List and Nellie Johnston 1, Emma Cooper and — Cook 2. (696, 765, 822, 844)
paragraph: Sir,—Having spent a few weeks' holiday in your town about two years since, I always take an interest in what goes on with you, and read your paper at the Reading Room. To-day I saw a sub-leader on the above topic, which is hardly fair, I think. I am glad to see that you recognise that the drink evil is an evil that needs a remedy, but you say that the gambling evil and the sexual evil need grappling with. Quite true! I just want to point, first, that the drink evil is a root evil for other evils. I do not say that gamblers are usually drunkards, nor that some may not be teetotallers. It is undeniable that gambling men do not go to the Good Templar Lodge, but generally to the pub, or the pub corner. Just go to any one of our hotels (so-called) on a race night, and anyone can see that drink and gambling run in double harness, we might say. As a matter of fact the newspapers that are straight out against prohibition and in favour of our licensing system are generally conspicuously advocates over the bookmaker and the totalisator. There is an instance of this to-night, which, really set my pen going; another daily paper has a sub-leader, too, and there strongly condemns interference with a man who wishes to put his "bit" on his fancy, or on a sweepstake or "Tatt's." Yes! And this same paper is also at all times in favour of the licensing of liquor and loses no opportunity to have a slap at the Prohibitionists. Then as to the other evil you mention, Impurity; that is known to be closely allied with drinking—every one who has any knowledge on the subject must admit that allied with this is the Divorce Court practice; and here Lord Gorell, formerly President of the Divorce Court, said, in the House of Lords, that "if the drink were abolished the Divorce Court might almost close its doors." Now, Sir, my point in writing is to ask you to be a little tolerant with the enthusiasts in temperance reform. It is striking at what he sees is the greatest evil. Get that on a right footing and he will help in other reforms. As a matter of fact, when the anti-gambling societies need help they come to the teetotallers and not the public houses. Of course not; a reformer is not so foolish as to dissipate his energies; he knows the wisdom of "One thing at a time, and that done well." I trust my meaning is plain, and if you will help us to abolish the liquor evil, we shall be ready to help you against the other evils! Nay, I expect we shall be the real live leaders in the future crusade—I am, etc. (146, 286, 272, 808)
paragraph: An old colonist in the person of Mr George Buckeridge died on Thursday in Kawhia, after having attained his 80th year. Mr Buckeridge emigrated to New Zealand in 1855, and was connected at first with the Nelson Examiner, one of the first newspapers in the Dominion, as a compositor. (281, 525, 407, 595)
